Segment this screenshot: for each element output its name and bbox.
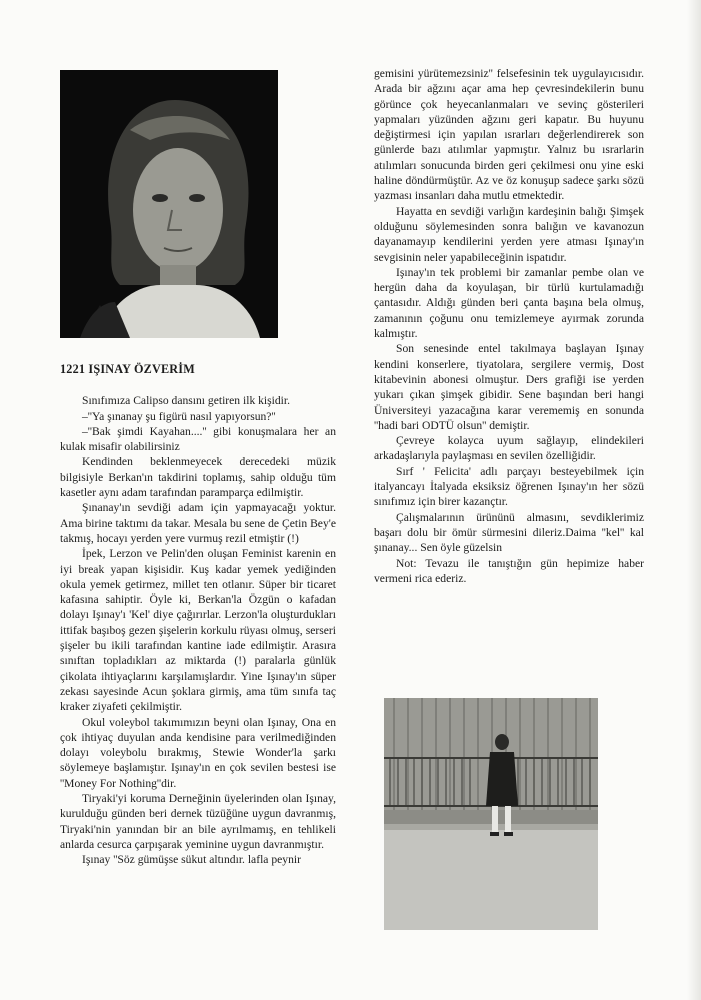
outdoor-snapshot-photo [384, 698, 598, 930]
paragraph: gemisini yürütemezsiniz'' felsefesinin tek uygulayıcısıdır. Arada bir ağzını açar ama hep çevresindekilerin bunu görünce çok heyecanlanmaları ve sevinç gösterileri yapmaları yüzünden ağzını geri kapatır. Bu huyunu değiştirmesi için yapılan ısrarları değerlendirerek son günlerde bazı atılımlar yapmıştır. Yalnız bu ısrarlarin atılımları sonucunda birden geri çekilmesi onu yine eski haline döndürmüştür. Az ve öz konuşup sadece şarkı sözü yazması insanları daha mutlu etmektedir. [374, 67, 644, 203]
paragraph: Şınanay'ın sevdiği adam için yapmayacağı yoktur. Ama birine taktımı da takar. Mesala bu sene de Çetin Bey'e takmış, hocayı yerden yere vurmuş rezil etmiştir (!) [60, 501, 336, 545]
paragraph: Not: Tevazu ile tanıştığın gün hepimize haber vermeni rica ederiz. [374, 556, 644, 585]
page-edge-shadow [687, 0, 701, 1000]
student-portrait-photo [60, 70, 278, 338]
paragraph: Sırf ' Felicita' adlı parçayı besteyebilmek için italyancayı İtalyada eksiksiz öğrenen Işınay'ın her sözü sınıfımız için birer kazançtır. [374, 464, 644, 509]
paragraph: Sınıfımıza Calipso dansını getiren ilk kişidir. [82, 394, 291, 408]
paragraph: Tiryaki'yi koruma Derneğinin üyelerinden olan Işınay, kurulduğu günden beri dernek tüzüğüne uygun davranmış, Tiryaki'nin yanından bir an bile ayrılmamış, en tehlikeli anlarda cesurca çarpışarak yeminine uygun davranmıştır. [60, 792, 336, 851]
paragraph: İpek, Lerzon ve Pelin'den oluşan Feminist karenin en iyi break yapan kişisidir. Kuş kadar yemek yediğinden okula yemek getirmez, millet ten otlanır. Süper bir ticaret kafasına sahiptir. Öyle ki, Berkan'la Özgün o kafadan dolayı Işınay'ı 'Kel' diye çağırırlar. Lerzon'la oluşturdukları ittifak başıboş gezen şişelerin korkulu rüyası olmuş, serseri şişeler bu ikili tarafından kantine iade edilmiştir. Arasıra sınıftan topladıkları az miktarda (!) paralarla günlük çikolata ihtiyaçlarını karşılamışlardır. Yine Işınay'ın süper zekası sayesinde Acun şoklara girmiş, ama tüm sınıfa taç kraker ziyafeti çekilmiştir. [60, 547, 336, 714]
paragraph: Çalışmalarının ürününü almasını, sevdiklerimiz başarı dolu bir ömür sürmesini dileriz.Daima ''kel'' kal şınanay... Sen öyle güzelsin [374, 510, 644, 555]
paragraph: Işınay'ın tek problemi bir zamanlar pembe olan ve hergün daha da koyulaşan, bir türlü kurtulamadığı çantasıdır. Aldığı günden beri çanta başına bela olmuş, zamanının çoğunu onu temizlemeye ayırmak zorunda kalmıştır. [374, 265, 644, 341]
right-text-column [374, 66, 644, 586]
paragraph: Kendinden beklenmeyecek derecedeki müzik bilgisiyle Berkan'ın takdirini toplamış, sahip olduğu tüm kasetler aynı adam tarafından paramparça edilmiştir. [60, 455, 336, 500]
paragraph: Çevreye kolayca uyum sağlayıp, elindekileri arkadaşlarıyla paylaşması en sevilen özelliğidir. [374, 434, 644, 463]
paragraph: Son senesinde entel takılmaya başlayan Işınay kendini konserlere, tiyatolara, sergilere vermiş, Dost kitabevinin abonesi olmuştur. Ders grafiği ise yerden yukarı çıkan şimşek gibidir. Sene başından beri hangi Üniversiteyi yazacağına karar verememiş en sonunda ''hadi bari ODTÜ olsun'' demiştir. [374, 342, 644, 432]
paragraph: Işınay ''Söz gümüşse sükut altındır. lafla peynir [82, 853, 301, 867]
paragraph: –''Ya şınanay şu figürü nasıl yapıyorsun?'' [82, 409, 276, 423]
left-text-column [60, 362, 336, 868]
paragraph: Okul voleybol takımımızın beyni olan Işınay, Ona en çok ihtiyaç duyulan anda kendisine para verilmediğinden dolayı voleybolu bırakmış, Stewie Wonder'la şarkı söylemeye başlamıştır. Işınay'ın en çok sevilen bestesi ise ''Money For Nothing''dir. [60, 715, 336, 790]
paragraph: Hayatta en sevdiği varlığın kardeşinin balığı Şimşek olduğunu söylemesinden sonra balığın ve kavanozun dayanamayıp kendilerini yerden yere atması Işınay'ın sevgisinin neler yapabileceğinin ispatıdır. [374, 204, 644, 264]
student-heading: 1221 IŞINAY ÖZVERİM [60, 362, 195, 376]
paragraph: –''Bak şimdi Kayahan....'' gibi konuşmalara her an kulak misafir olabilirsiniz [60, 424, 336, 454]
